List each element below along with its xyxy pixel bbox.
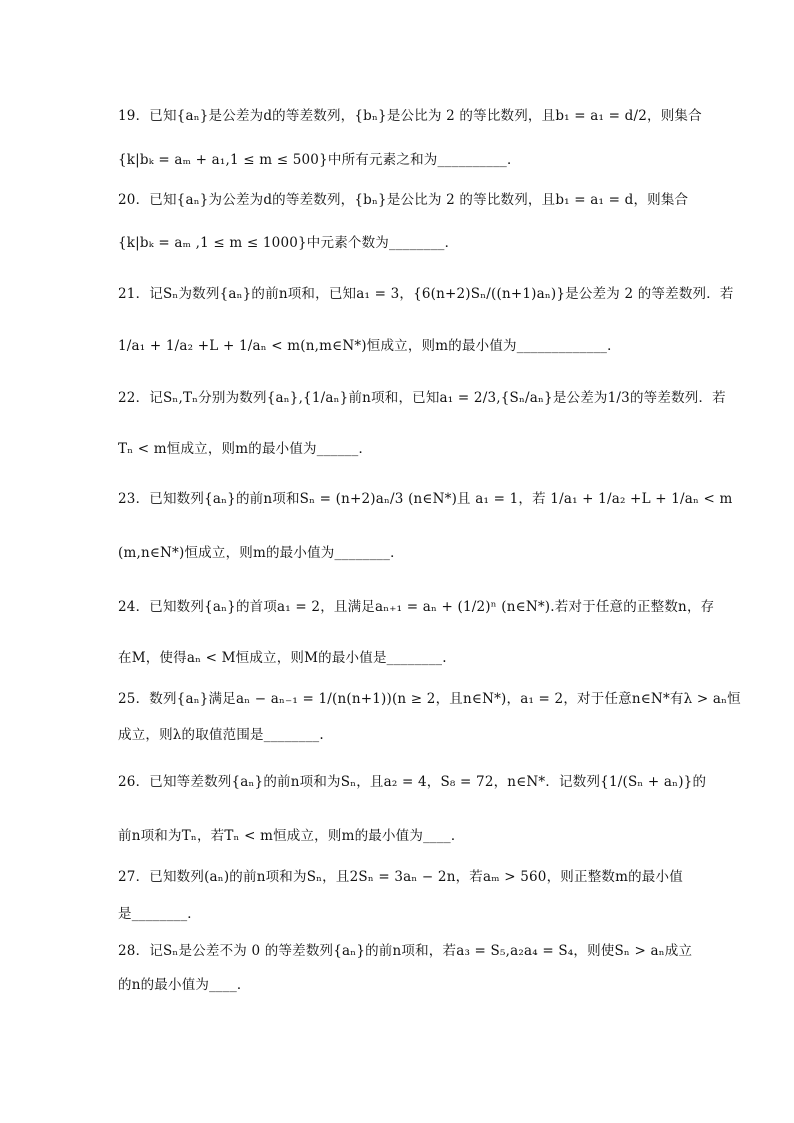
problem-27-line-1: 27．已知数列(aₙ)的前n项和为Sₙ，且2Sₙ = 3aₙ − 2n，若aₘ > 560，则正整数m的最小值	[118, 869, 683, 885]
problem-28-line-1: 28．记Sₙ是公差不为 0 的等差数列{aₙ}的前n项和，若a₃ = S₅,a₂a₄ = S₄，则使Sₙ > aₙ成立	[118, 943, 693, 959]
problem-23-line-1: 23．已知数列{aₙ}的前n项和Sₙ = (n+2)aₙ/3 (n∈N*)且 a₁ = 1，若 1/a₁ + 1/a₂ +L + 1/aₙ < m	[118, 491, 733, 507]
problem-21-line-1: 21．记Sₙ为数列{aₙ}的前n项和，已知a₁ = 3，{6(n+2)Sₙ/((n+1)aₙ)}是公差为 2 的等差数列．若	[118, 286, 734, 302]
problem-22-line-2: Tₙ < m恒成立，则m的最小值为______．	[118, 441, 373, 457]
problem-24-line-1: 24．已知数列{aₙ}的首项a₁ = 2，且满足aₙ₊₁ = aₙ + (1/2)ⁿ (n∈N*).若对于任意的正整数n，存	[118, 599, 715, 615]
problem-19-line-1: 19．已知{aₙ}是公差为d的等差数列，{bₙ}是公比为 2 的等比数列，且b₁ = a₁ = d/2，则集合	[118, 108, 702, 124]
problem-21-line-2: 1/a₁ + 1/a₂ +L + 1/aₙ < m(n,m∈N*)恒成立，则m的最小值为_____________．	[118, 338, 621, 354]
problem-23-line-2: (m,n∈N*)恒成立，则m的最小值为________．	[118, 545, 404, 561]
problem-26-line-2: 前n项和为Tₙ，若Tₙ < m恒成立，则m的最小值为____．	[118, 828, 465, 844]
problem-25-line-1: 25．数列{aₙ}满足aₙ − aₙ₋₁ = 1/(n(n+1))(n ≥ 2，且n∈N*)，a₁ = 2，对于任意n∈N*有λ > aₙ恒	[118, 691, 741, 707]
problem-27-line-2: 是________．	[118, 906, 201, 922]
problem-19-line-2: {k|bₖ = aₘ + a₁,1 ≤ m ≤ 500}中所有元素之和为__________．	[118, 152, 521, 168]
problem-28-line-2: 的n的最小值为____．	[118, 977, 251, 993]
problem-22-line-1: 22．记Sₙ,Tₙ分别为数列{aₙ},{1/aₙ}前n项和，已知a₁ = 2/3,{Sₙ/aₙ}是公差为1/3的等差数列．若	[118, 390, 726, 406]
problem-24-line-2: 在M，使得aₙ < M恒成立，则M的最小值是________.	[118, 650, 447, 666]
problem-25-line-2: 成立，则λ的取值范围是________.	[118, 727, 324, 743]
problem-26-line-1: 26．已知等差数列{aₙ}的前n项和为Sₙ，且a₂ = 4，S₈ = 72，n∈N*．记数列{1/(Sₙ + aₙ)}的	[118, 774, 707, 790]
problem-20-line-1: 20．已知{aₙ}为公差为d的等差数列，{bₙ}是公比为 2 的等比数列，且b₁ = a₁ = d，则集合	[118, 192, 689, 208]
problem-20-line-2: {k|bₖ = aₘ ,1 ≤ m ≤ 1000}中元素个数为________．	[118, 235, 459, 251]
